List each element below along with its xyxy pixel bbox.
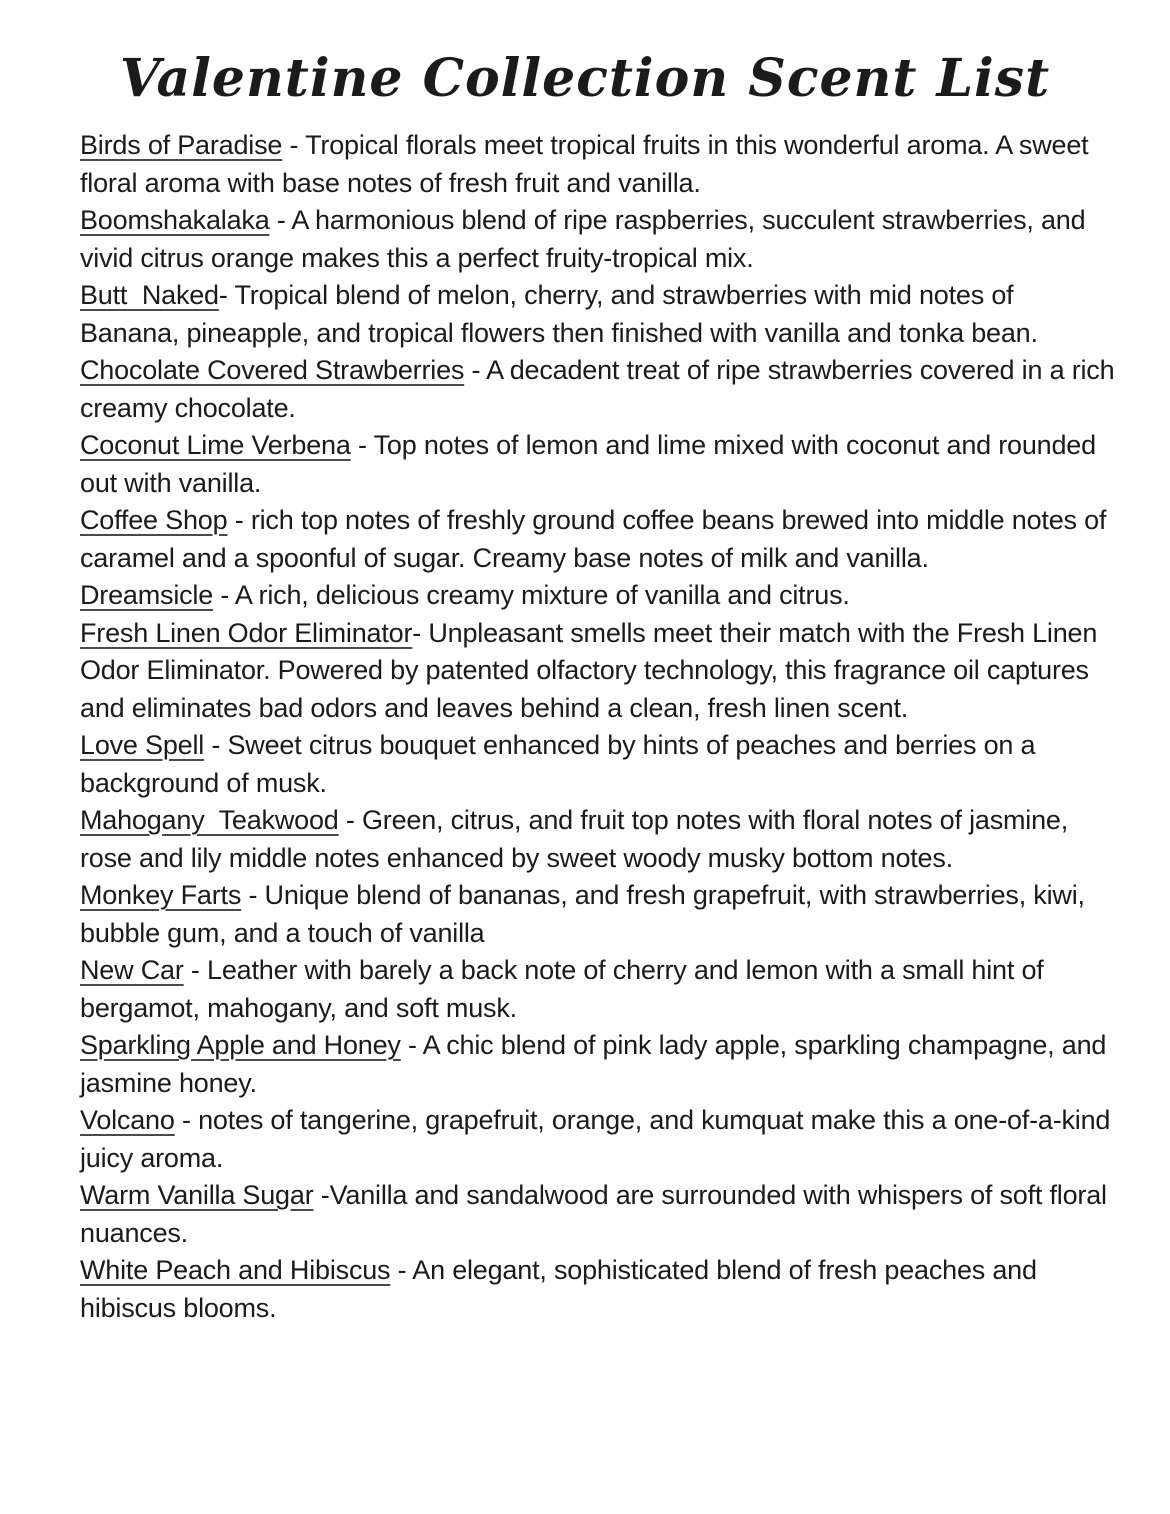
scent-name: Love Spell <box>80 730 205 760</box>
scent-entry <box>80 1177 1115 1252</box>
scent-description: - Tropical blend of melon, cherry, and strawberries with mid notes of Banana, pineapple, and tropical flowers then finished with vanilla and tonka bean. <box>80 280 1038 348</box>
scent-entry <box>80 952 1115 1027</box>
scent-entry <box>80 202 1115 277</box>
page-title: Valentine Collection Scent List <box>119 48 1051 109</box>
scent-description: - Green, citrus, and fruit top notes with floral notes of jasmine, rose and lily middle notes enhanced by sweet woody musky bottom notes. <box>80 805 1076 873</box>
scent-name: Fresh Linen Odor Eliminator <box>80 617 413 648</box>
scent-entry <box>80 727 1115 802</box>
scent-name: Dreamsicle <box>80 580 214 610</box>
scent-name: New Car <box>80 955 184 985</box>
scent-name: Warm Vanilla Sugar <box>80 1180 314 1210</box>
scent-name: Monkey Farts <box>80 880 242 910</box>
scent-description: -Vanilla and sandalwood are surrounded with whispers of soft floral nuances. <box>80 1180 1115 1248</box>
scent-list <box>80 127 1122 1327</box>
scent-name: Volcano <box>80 1105 175 1135</box>
scent-description: - A harmonious blend of ripe raspberries, succulent strawberries, and vivid citrus orange makes this a perfect fruity-tropical mix. <box>80 205 1093 273</box>
scent-name: Coconut Lime Verbena <box>80 430 351 460</box>
scent-description: - Top notes of lemon and lime mixed with coconut and rounded out with vanilla. <box>80 430 1104 498</box>
scent-name: White Peach and Hibiscus <box>80 1255 391 1285</box>
scent-name: Coffee Shop <box>80 505 228 535</box>
scent-description: - A decadent treat of ripe strawberries covered in a rich creamy chocolate. <box>80 355 1122 423</box>
scent-entry <box>80 427 1115 502</box>
scent-name: Mahogany Teakwood <box>80 805 339 835</box>
scent-description: - A chic blend of pink lady apple, sparkling champagne, and jasmine honey. <box>80 1030 1114 1098</box>
scent-name: Butt Naked <box>80 280 219 310</box>
scent-description: - notes of tangerine, grapefruit, orange, and kumquat make this a one-of-a-kind juicy aroma. <box>80 1105 1118 1173</box>
scent-description: - A rich, delicious creamy mixture of vanilla and citrus. <box>213 580 850 610</box>
scent-entry <box>80 502 1115 577</box>
scent-description: - Sweet citrus bouquet enhanced by hints of peaches and berries on a background of musk. <box>80 730 1043 798</box>
scent-description: - Unique blend of bananas, and fresh grapefruit, with strawberries, kiwi, bubble gum, and a touch of vanilla <box>80 880 1093 948</box>
scent-entry <box>80 352 1122 427</box>
scent-description: - Tropical florals meet tropical fruits in this wonderful aroma. A sweet floral aroma with base notes of fresh fruit and vanilla. <box>80 130 1096 198</box>
scent-name: Sparkling Apple and Honey <box>80 1030 401 1060</box>
scent-entry <box>80 615 1115 728</box>
scent-description: - Unpleasant smells meet their match with the Fresh Linen Odor Eliminator. Powered by patented olfactory technology, this fragrance oil captures and eliminates bad odors and leaves behind a clean, fresh linen scent. <box>80 617 1105 723</box>
scent-entry <box>80 1102 1118 1177</box>
scent-entry <box>80 127 1115 202</box>
scent-entry <box>80 877 1115 952</box>
scent-entry <box>80 577 1115 615</box>
scent-description: - rich top notes of freshly ground coffee beans brewed into middle notes of caramel and a spoonful of sugar. Creamy base notes of milk and vanilla. <box>80 505 1114 573</box>
scent-description: - An elegant, sophisticated blend of fresh peaches and hibiscus blooms. <box>80 1255 1045 1323</box>
scent-entry <box>80 802 1115 877</box>
scent-entry <box>80 277 1115 352</box>
scent-entry <box>80 1027 1115 1102</box>
scent-description: - Leather with barely a back note of cherry and lemon with a small hint of bergamot, mahogany, and soft musk. <box>80 955 1051 1023</box>
scent-name: Birds of Paradise <box>80 130 283 160</box>
scent-name: Chocolate Covered Strawberries <box>80 355 465 385</box>
scent-name: Boomshakalaka <box>80 205 270 235</box>
scent-entry <box>80 1252 1115 1327</box>
